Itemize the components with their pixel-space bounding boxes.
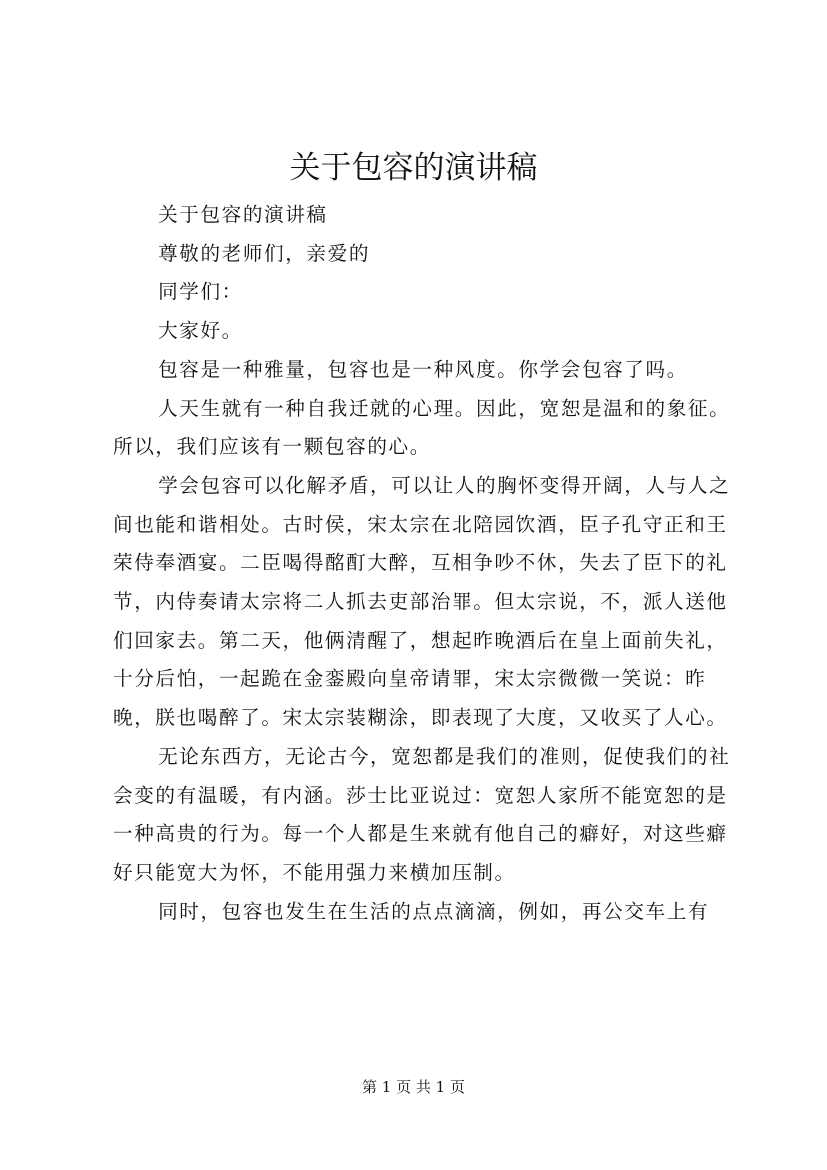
paragraph: 尊敬的老师们，亲爱的 xyxy=(158,241,371,265)
document-title: 关于包容的演讲稿 xyxy=(289,150,538,186)
paragraph: 同学们： xyxy=(158,280,243,304)
paragraph: 同时，包容也发生在生活的点点滴滴，例如，再公交车上有 xyxy=(158,899,710,923)
document-body xyxy=(113,196,735,931)
paragraph: 人天生就有一种自我迁就的心理。因此，宽恕是温和的象征。所以，我们应该有一颗包容的心。 xyxy=(113,396,731,459)
paragraph: 无论东西方，无论古今，宽恕都是我们的准则，促使我们的社会变的有温暖，有内涵。莎士比亚说过：宽恕人家所不能宽恕的是一种高贵的行为。每一个人都是生来就有他自己的癖好，对这些癖好只能宽大为怀，不能用强力来横加压制。 xyxy=(113,744,731,884)
paragraph: 包容是一种雅量，包容也是一种风度。你学会包容了吗。 xyxy=(158,357,688,381)
paragraph: 关于包容的演讲稿 xyxy=(158,203,328,226)
page-number-footer: 第 1 页 共 1 页 xyxy=(362,1078,465,1096)
paragraph: 大家好。 xyxy=(158,319,243,343)
paragraph: 学会包容可以化解矛盾，可以让人的胸怀变得开阔，人与人之间也能和谐相处。古时侯，宋太宗在北陪园饮酒，臣子孔守正和王荣侍奉酒宴。二臣喝得酩酊大醉，互相争吵不休，失去了臣下的礼节，内侍奏请太宗将二人抓去吏部治罪。但太宗说，不，派人送他们回家去。第二天，他俩清醒了，想起昨晚酒后在皇上面前失礼，十分后怕，一起跪在金銮殿向皇帝请罪，宋太宗微微一笑说：昨晚，朕也喝醉了。宋太宗装糊涂，即表现了大度，又收买了人心。 xyxy=(113,473,731,730)
